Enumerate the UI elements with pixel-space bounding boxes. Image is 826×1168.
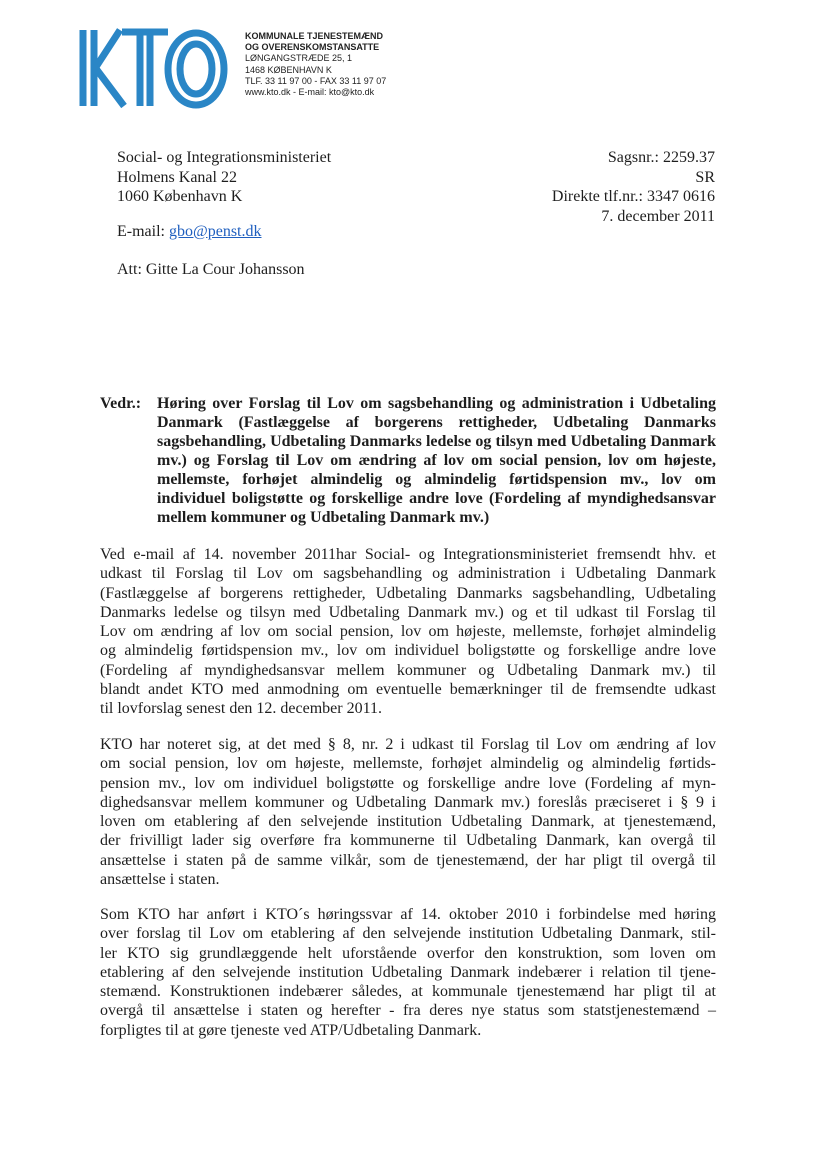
org-phone-fax: TLF. 33 11 97 00 - FAX 33 11 97 07 — [245, 75, 387, 86]
paragraph-line: forpligtes til at gøre tjeneste ved ATP/Udbetaling Danmark. — [100, 1021, 482, 1039]
paragraph-line: etablering af den selvejende institution Udbetaling Danmark indebærer i relation til tjene- — [100, 963, 716, 981]
recipient-line1: Social- og Integrationsministeriet — [117, 149, 332, 166]
paragraph-3 — [100, 905, 716, 1040]
recipient-line2: Holmens Kanal 22 — [117, 168, 237, 186]
paragraph-line: Som KTO har anført i KTO´s høringssvar af 14. oktober 2010 i forbindelse med høring — [100, 906, 716, 923]
paragraph-2 — [100, 735, 716, 889]
paragraph-line: om social pension, lov om højeste, mellemste, forhøjet almindelig og almindelig førtids- — [100, 755, 716, 773]
paragraph-line: ansættelse i staten på de samme vilkår, som de tjenestemænd, der har pligt til overgå til — [100, 851, 716, 869]
subject-label: Vedr.: — [100, 395, 142, 412]
paragraph-line: der frivilligt lader sig overføre fra kommunerne til Udbetaling Danmark, kan overgå til — [100, 832, 716, 850]
paragraph-1 — [100, 545, 716, 719]
attention-line: Att: Gitte La Cour Johansson — [117, 261, 305, 278]
org-city: 1468 KØBENHAVN K — [245, 64, 332, 75]
paragraph-line: stemænd. Konstruktionen indebærer således, at kommunale tjenestemænd har pligt til at — [100, 983, 716, 1001]
paragraph-line: overgå til ansættelse i staten og herefter - fra deres nye status som statstjenestemænd – — [100, 1002, 716, 1020]
org-street: LØNGANGSTRÆDE 25, 1 — [245, 53, 353, 64]
org-name-line1: KOMMUNALE TJENESTEMÆND — [245, 31, 384, 41]
subject-text: Høring over Forslag til Lov om sagsbehandling og administration i Udbetaling Danmark (Fastlæggelse af borgerens rettigheder, Udbetaling Danmarks sagsbehandling, Udbetaling Danmarks ledelse og tilsyn med Udbetaling Danmark mv.) og Forslag til Lov om ændring af lov om social pension, lov om højeste, mellemste, forhøjet almindelig og almindelig førtidspension mv., lov om individuel boligstøtte og forskellige andre love (Fordeling af myndighedsansvar mellem kommuner og Udbetaling Danmark mv.) — [157, 395, 716, 526]
recipient-email — [117, 223, 262, 241]
paragraph-line: (Fordeling af myndighedsansvar mellem kommuner og Udbetaling Danmark mv.) til — [100, 661, 716, 679]
recipient-line3: 1060 København K — [117, 188, 243, 205]
paragraph-line: Lov om ændring af lov om social pension, lov om højeste, mellemste, forhøjet almindelig — [100, 623, 716, 641]
direct-phone: Direkte tlf.nr.: 3347 0616 — [551, 188, 715, 205]
paragraph-line: (Fastlæggelse af borgerens rettigheder, Udbetaling Danmarks sagsbehandling, Udbetaling — [100, 584, 716, 602]
email-label: E-mail: — [117, 223, 169, 240]
org-name-line2: OG OVERENSKOMSTANSATTE — [245, 42, 380, 53]
org-web-mail: www.kto.dk - E-mail: kto@kto.dk — [245, 87, 375, 98]
letter-date: 7. december 2011 — [601, 207, 715, 225]
kto-logo — [78, 26, 230, 110]
paragraph-line: over forslag til Lov om etablering af den selvejende institution Udbetaling Danmark, stil- — [100, 925, 716, 943]
paragraph-line: Ved e-mail af 14. november 2011har Social- og Integrationsministeriet fremsendt hhv. et — [100, 546, 716, 563]
paragraph-line: ler KTO sig grundlæggende helt uforstående overfor den konstruktion, som loven om — [100, 944, 716, 962]
subject-block — [100, 394, 716, 527]
paragraph-line: KTO har noteret sig, at det med § 8, nr. 2 i udkast til Forslag til Lov om ændring af lov — [100, 736, 716, 753]
case-number: Sagsnr.: 2259.37 — [607, 149, 715, 166]
email-link[interactable]: gbo@penst.dk — [168, 223, 262, 240]
initials: SR — [695, 168, 715, 186]
paragraph-line: og almindelig førtidspension mv., lov om individuel boligstøtte og forskellige andre love — [100, 642, 716, 660]
paragraph-line: udkast til Forslag til Lov om sagsbehandling og administration i Udbetaling Danmark — [100, 565, 716, 583]
paragraph-line: blandt andet KTO med anmodning om eventuelle bemærkninger til de fremsendte udkast — [100, 681, 716, 699]
paragraph-line: Danmarks ledelse og tilsyn med Udbetaling Danmark mv.) og et til udkast til Forslag til — [100, 603, 716, 621]
letter-meta — [552, 148, 715, 226]
paragraph-line: ansættelse i staten. — [100, 871, 220, 889]
organization-header — [245, 31, 386, 98]
paragraph-line: til lovforslag senest den 12. december 2011. — [100, 700, 382, 718]
paragraph-line: pension mv., lov om individuel boligstøtte og forskellige andre love (Fordeling af myn- — [100, 774, 716, 792]
paragraph-line: dighedsansvar mellem kommuner og Udbetaling Danmark mv.) foreslås præciseret i § 9 i — [100, 793, 716, 811]
recipient-address — [117, 148, 331, 207]
paragraph-line: loven om etablering af den selvejende institution Udbetaling Danmark, at tjenestemænd, — [100, 813, 716, 831]
